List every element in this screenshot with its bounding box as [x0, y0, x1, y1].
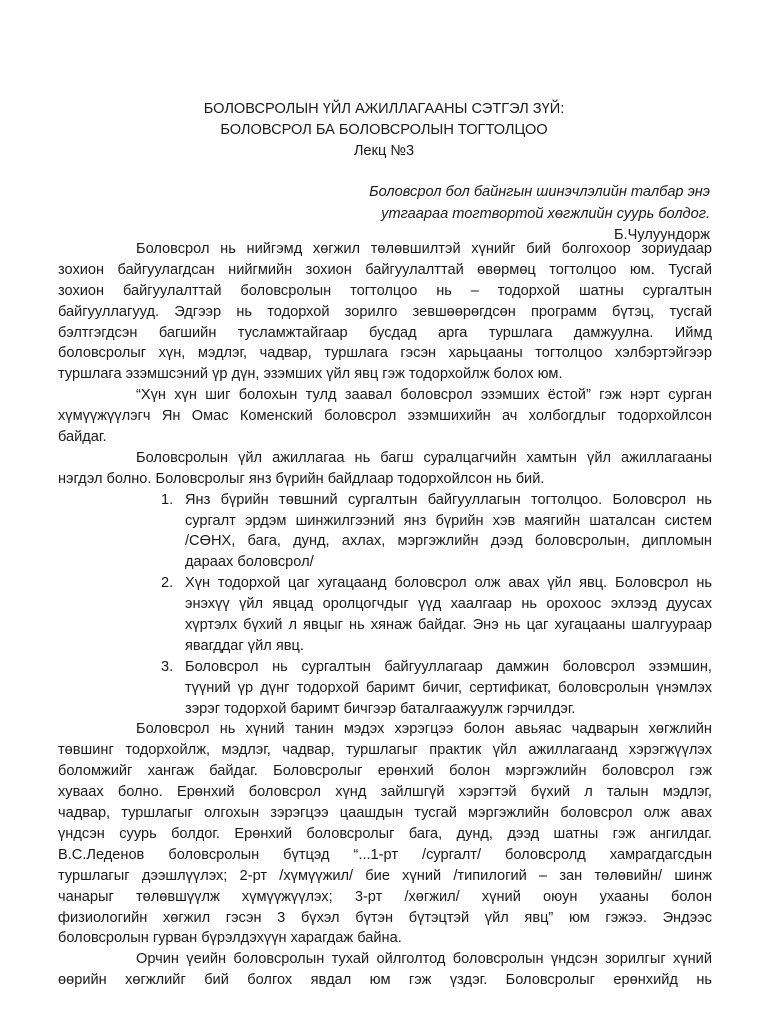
list-item-line: сургалт эрдэм шинжилгээний янз бүрийн хэв маягийн шаталсан систем: [185, 512, 712, 529]
paragraph-4: [58, 719, 712, 949]
paragraph-line: “Хүн хүн шиг болохын тулд заавал боловсрол эзэмших ёстой” гэж нэрт сурган: [136, 387, 712, 404]
list-item-line: явагддаг үйл явц.: [185, 637, 304, 654]
list-item-line: түүний үр дүнг тодорхой баримт бичиг, сертификат, боловсролын үнэмлэх: [185, 679, 712, 696]
paragraph-line: өөрийн хөгжлийг бий болгох явдал юм гэж үздэг. Боловсролыг ерөнхийд нь: [58, 972, 712, 989]
paragraph-1: [58, 239, 712, 385]
list-item-line: зэрэг тодорхой баримт бичгээр баталгаажуулж гэрчилдэг.: [185, 700, 576, 717]
paragraph-line: хүмүүжүүлэгч Ян Омас Коменский боловсрол эзэмшихийн ач холбогдлыг тодорхойлсон: [58, 408, 712, 425]
paragraph-2: [58, 385, 712, 448]
paragraph-line: Боловсролын үйл ажиллагаа нь багш суралцагчийн хамтын үйл ажиллагааны: [136, 449, 712, 466]
paragraph-line: үндсэн суурь болдог. Ерөнхий боловсролыг бага, дунд, дээд шатны гэж ангилдаг.: [58, 825, 712, 842]
paragraph-3: [58, 448, 712, 490]
list-item-2: [58, 573, 712, 657]
list-item-line: [58, 657, 712, 678]
epigraph-author: Б.Чулуундорж: [613, 227, 710, 243]
paragraph-line: байгууллагууд. Эдгээр нь тодорхой зорилго зевшөөрөгдсөн программ бүтэц, тусгай: [58, 303, 712, 320]
paragraph-line: туршлагыг дээшлүүлэх; 2-рт /хүмүүжил/ бие хүний /типилогий – зан төлөвийн/ шинж: [58, 867, 712, 884]
epigraph-line-2: утгаараа тогтвортой хөгжлийн суурь болдог.: [381, 205, 710, 222]
paragraph-line: В.С.Леденов боловсролын бүтцэд “...1-рт /сургалт/ боловсролд хамрагдагсдын: [58, 846, 712, 863]
list-item-1: [58, 490, 712, 574]
list-item-line: дараах боловсрол/: [185, 554, 314, 571]
paragraph-line: чадвар, туршлагыг олгохын зэрэгцээ цаашдын тусгай мэргэжлийн боловсрол олж авах: [58, 805, 712, 822]
list-number: 2.: [161, 575, 174, 592]
list-item-line: хүртэлх бүхий л явцыг нь хянаж байдаг. Энэ нь цаг хугацааны шалгуураар: [185, 617, 712, 634]
list-number: 3.: [161, 658, 174, 675]
list-item-text: Янз бүрийн төвшний сургалтын байгууллагын тогтолцоо. Боловсрол нь: [185, 491, 712, 508]
paragraph-line: боловсролын гурван бүрэлдэхүүн харагдаж байна.: [58, 930, 402, 947]
paragraph-line: Боловсрол нь хүний танин мэдэх хэрэгцээ болон авьяас чадварын хөгжлийн: [136, 721, 712, 738]
paragraph-line: байдаг.: [58, 429, 107, 446]
paragraph-line: нэгдэл болно. Боловсролыг янз бүрийн байдлаар тодорхойлсон нь бий.: [58, 470, 545, 487]
list-number: 1.: [161, 491, 174, 508]
paragraph-5: [58, 949, 712, 991]
list-item-line: [58, 490, 712, 511]
paragraph-line: зохион байгуулалттай боловсролын тогтолцоо нь – тодорхой шатны сургалтын: [58, 282, 712, 299]
paragraph-line: чанарыг төлөвшүүлж хүмүүжүүлэх; 3-рт /хөгжил/ хүний оюун ухааны болон: [58, 888, 712, 905]
paragraph-line: боловсролыг хүн, мэдлэг, чадвар, туршлага гэсэн харьцааны тогтолцоо хэлбэртэйгээр: [58, 345, 712, 362]
list-item-text: Боловсрол нь сургалтын байгууллагаар дамжин боловсрол эзэмшин,: [185, 658, 712, 675]
paragraph-line: төвшинг тодорхойлж, мэдлэг, чадвар, туршлагыг практик үйл ажиллагаанд хэрэгжүүлэх: [58, 742, 712, 759]
paragraph-line: Боловсрол нь нийгэмд хөгжил төлөвшилтэй хүнийг бий болгохоор зориудаар: [136, 241, 712, 257]
list-item-line: /СӨНХ, бага, дунд, ахлах, мэргэжлийн дээд боловсролын, дипломын: [185, 533, 712, 550]
numbered-list: [58, 490, 712, 720]
paragraph-line: зохион байгуулагдсан нийгмийн зохион байгуулалттай өвөрмөц тогтолцоо юм. Тусгай: [58, 261, 712, 278]
list-item-text: Хүн тодорхой цаг хугацаанд боловсрол олж авах үйл явц. Боловсрол нь: [185, 575, 712, 592]
title-block: [0, 99, 768, 162]
list-item-line: [58, 573, 712, 594]
title-line-2: БОЛОВСРОЛ БА БОЛОВСРОЛЫН ТОГТОЛЦОО: [220, 122, 548, 138]
paragraph-line: Орчин үеийн боловсролын тухай ойлголтод боловсролын үндсэн зорилгыг хүний: [136, 951, 712, 968]
lecture-number: Лекц №3: [353, 143, 415, 159]
paragraph-line: физиологийн хөгжил гэсэн 3 бүхэл бүтэн бүтэцтэй үйл явц” юм гэжээ. Эндээс: [58, 909, 712, 926]
title-line-1: БОЛОВСРОЛЫН ҮЙЛ АЖИЛЛАГААНЫ СЭТГЭЛ ЗҮЙ:: [203, 101, 565, 117]
epigraph-line-1: Боловсрол бол байнгын шинэчлэлийн талбар энэ: [369, 184, 710, 200]
list-item-line: энэхүү үйл явцад оролцогчдыг үүд хаалгаар нь орохоос эхлээд дуусах: [185, 596, 712, 613]
paragraph-line: хуваах болно. Ерөнхий боловсрол хүнд зайлшгүй хэрэгтэй бүхий л талын мэдлэг,: [58, 784, 712, 801]
epigraph: [369, 182, 710, 247]
paragraph-line: туршлага эзэмшсэний үр дүн, эзэмших үйл явц гэж тодорхойлж болох юм.: [58, 366, 563, 383]
document-body: [58, 239, 712, 991]
paragraph-line: бэлтгэгдсэн багшийн тусламжтайгаар бусдад арга туршлага дамжуулна. Иймд: [58, 324, 712, 341]
paragraph-line: боломжийг хангаж байдаг. Боловсролыг ерөнхий болон мэргэжлийн боловсрол гэж: [58, 763, 712, 780]
list-item-3: [58, 657, 712, 720]
